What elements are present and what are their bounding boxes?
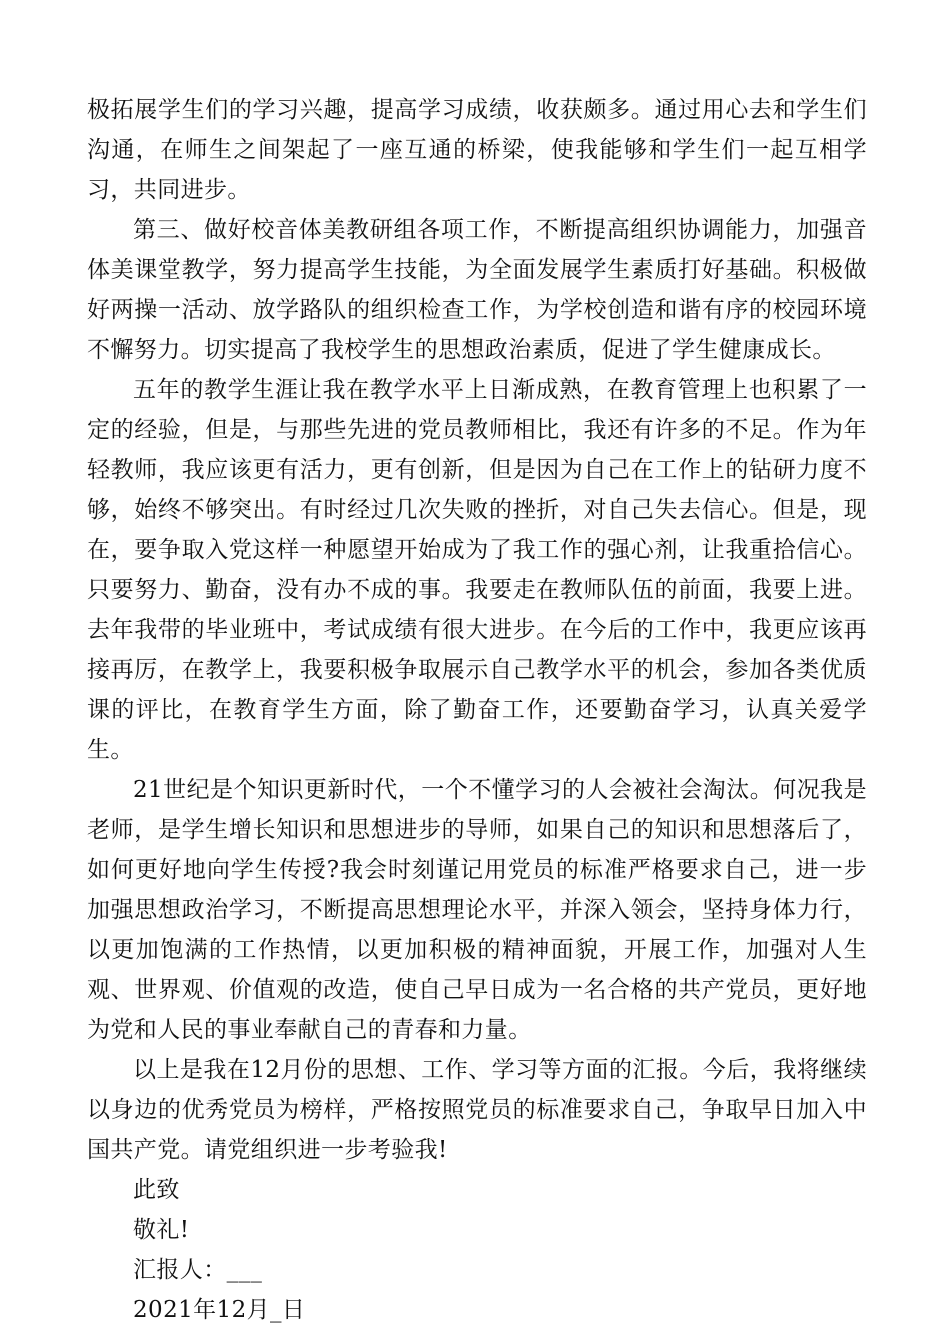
reporter-line: 汇报人：___: [133, 1257, 263, 1283]
paragraph-5: 以上是我在12月份的思想、工作、学习等方面的汇报。今后，我将继续以身边的优秀党员为榜样，严格按照党员的标准要求自己，争取早日加入中国共产党。请党组织进一步考验我!: [87, 1057, 867, 1163]
paragraph-4: 21世纪是个知识更新时代，一个不懂学习的人会被社会淘汰。何况我是老师，是学生增长知识和思想进步的导师，如果自己的知识和思想落后了，如何更好地向学生传授?我会时刻谨记用党员的标准严格要求自己，进一步加强思想政治学习，不断提高思想理论水平，并深入领会，坚持身体力行，以更加饱满的工作热情，以更加积极的精神面貌，开展工作，加强对人生观、世界观、价值观的改造，使自己早日成为一名合格的共产党员，更好地为党和人民的事业奉献自己的青春和力量。: [87, 777, 867, 1043]
closing-regards: 敬礼!: [133, 1217, 190, 1243]
paragraph-2: 第三、做好校音体美教研组各项工作，不断提高组织协调能力，加强音体美课堂教学，努力提高学生技能，为全面发展学生素质打好基础。积极做好两操一活动、放学路队的组织检查工作，为学校创造和谐有序的校园环境不懈努力。切实提高了我校学生的思想政治素质，促进了学生健康成长。: [87, 217, 867, 363]
document-body: [87, 90, 867, 1330]
closing-salutation: 此致: [133, 1177, 180, 1203]
paragraph-3: 五年的教学生涯让我在教学水平上日渐成熟，在教育管理上也积累了一定的经验，但是，与那些先进的党员教师相比，我还有许多的不足。作为年轻教师，我应该更有活力，更有创新，但是因为自己在工作上的钻研力度不够，始终不够突出。有时经过几次失败的挫折，对自己失去信心。但是，现在，要争取入党这样一种愿望开始成为了我工作的强心剂，让我重拾信心。只要努力、勤奋，没有办不成的事。我要走在教师队伍的前面，我要上进。去年我带的毕业班中，考试成绩有很大进步。在今后的工作中，我更应该再接再厉，在教学上，我要积极争取展示自己教学水平的机会，参加各类优质课的评比，在教育学生方面，除了勤奋工作，还要勤奋学习，认真关爱学生。: [87, 377, 867, 763]
date-line: 2021年12月_日: [133, 1297, 306, 1323]
paragraph-1: 极拓展学生们的学习兴趣，提高学习成绩，收获颇多。通过用心去和学生们沟通，在师生之间架起了一座互通的桥梁，使我能够和学生们一起互相学习，共同进步。: [87, 97, 867, 203]
